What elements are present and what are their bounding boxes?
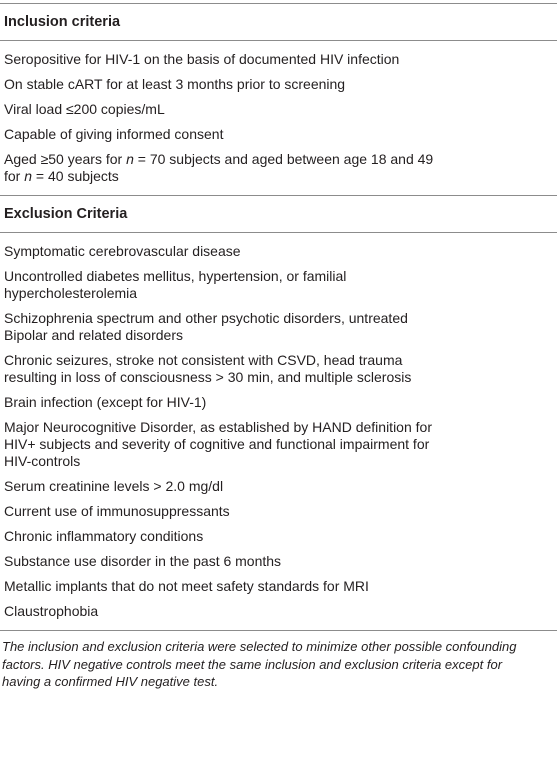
exclusion-criterion-item xyxy=(0,415,557,474)
criterion-line: hypercholesterolemia xyxy=(4,285,138,301)
criterion-line: Chronic inflammatory conditions xyxy=(4,528,204,544)
criterion-line: Brain infection (except for HIV-1) xyxy=(4,394,207,410)
criterion-line: Metallic implants that do not meet safety standards for MRI xyxy=(4,578,369,594)
criterion-line: Chronic seizures, stroke not consistent with CSVD, head trauma xyxy=(4,352,403,368)
inclusion-criteria-list xyxy=(0,41,557,195)
criterion-line: Viral load ≤200 copies/mL xyxy=(4,101,165,117)
exclusion-criteria-list xyxy=(0,233,557,630)
criterion-line: HIV-controls xyxy=(4,453,81,469)
exclusion-criteria-heading: Exclusion Criteria xyxy=(4,206,128,222)
inclusion-criterion-item xyxy=(0,72,557,97)
criterion-line: Current use of immunosuppressants xyxy=(4,503,230,519)
exclusion-criterion-item xyxy=(0,390,557,415)
exclusion-criterion-item xyxy=(0,524,557,549)
criterion-line: Substance use disorder in the past 6 months xyxy=(4,553,282,569)
exclusion-criterion-item xyxy=(0,348,557,390)
inclusion-criterion-item xyxy=(0,97,557,122)
footnote-line: having a confirmed HIV negative test. xyxy=(2,674,219,689)
exclusion-criterion-item xyxy=(0,264,557,306)
criterion-line: HIV+ subjects and severity of cognitive and functional impairment for xyxy=(4,436,430,452)
exclusion-criterion-item xyxy=(0,549,557,574)
criterion-line: resulting in loss of consciousness > 30 min, and multiple sclerosis xyxy=(4,369,412,385)
criterion-line: Seropositive for HIV-1 on the basis of documented HIV infection xyxy=(4,51,400,67)
criterion-line: for n = 40 subjects xyxy=(4,168,119,184)
footnote-line: factors. HIV negative controls meet the same inclusion and exclusion criteria except for xyxy=(2,656,503,672)
inclusion-criterion-item xyxy=(0,122,557,147)
exclusion-criterion-item xyxy=(0,474,557,499)
criterion-line: Capable of giving informed consent xyxy=(4,126,224,142)
criterion-line: Uncontrolled diabetes mellitus, hypertension, or familial xyxy=(4,268,347,284)
criterion-line: Schizophrenia spectrum and other psychotic disorders, untreated xyxy=(4,310,408,326)
exclusion-criterion-item xyxy=(0,306,557,348)
table-footnote xyxy=(0,631,557,691)
criterion-line: Symptomatic cerebrovascular disease xyxy=(4,243,241,259)
criterion-line: Claustrophobia xyxy=(4,603,99,619)
inclusion-criterion-item xyxy=(0,47,557,72)
criterion-line: Major Neurocognitive Disorder, as established by HAND definition for xyxy=(4,419,432,435)
criterion-line: Serum creatinine levels > 2.0 mg/dl xyxy=(4,478,224,494)
inclusion-criteria-heading: Inclusion criteria xyxy=(4,14,121,30)
footnote-line: The inclusion and exclusion criteria were selected to minimize other possible confounding xyxy=(2,639,517,654)
criterion-line: On stable cART for at least 3 months prior to screening xyxy=(4,76,346,92)
criterion-line: Bipolar and related disorders xyxy=(4,327,183,343)
criterion-line: Aged ≥50 years for n = 70 subjects and aged between age 18 and 49 xyxy=(4,151,434,167)
exclusion-criterion-item xyxy=(0,574,557,599)
inclusion-criterion-item xyxy=(0,147,557,189)
exclusion-criterion-item xyxy=(0,239,557,264)
exclusion-criterion-item xyxy=(0,599,557,624)
exclusion-criterion-item xyxy=(0,499,557,524)
